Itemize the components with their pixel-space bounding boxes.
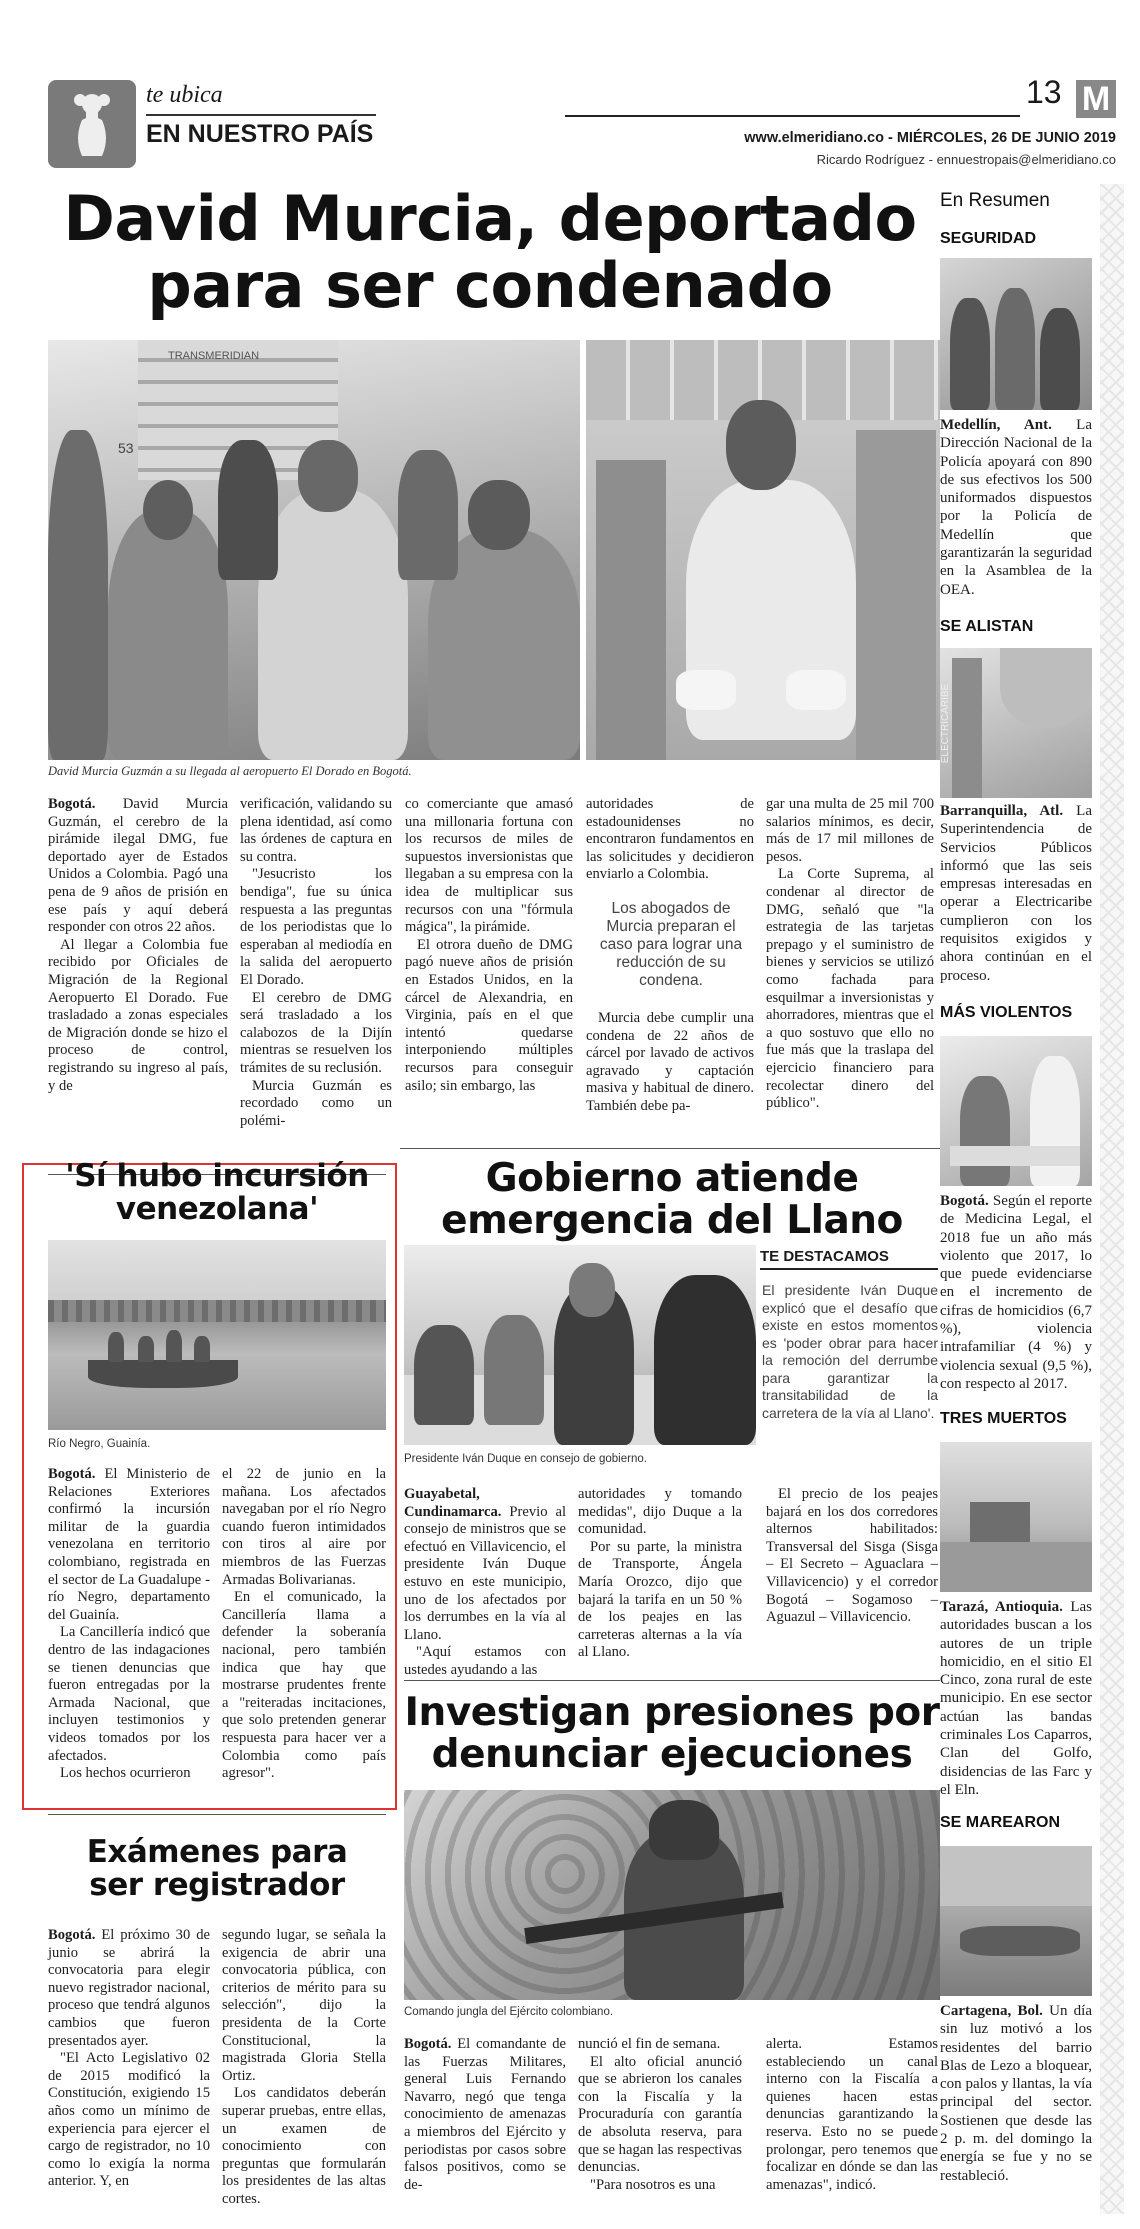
page-number: 13: [1026, 74, 1062, 110]
logo: M: [1076, 80, 1116, 118]
sidebar-head-seguridad: SEGURIDAD: [940, 230, 1037, 247]
incursion-col-2: el 22 de junio en la mañana. Los afectados navegaban por el río Negro cuando fueron intimidados con tiros al aire por miembros de las Fuerzas Armadas Bolivarianas. En el comunicado, la Cancillería llama a defender la soberanía nacional, pero también indica que hay que mostrarse prudentes frente a "reiteradas incitaciones, que solo pretenden generar respuesta para hacer ver a Colombia como país agresor".: [222, 1466, 386, 1782]
gobierno-col-1: Guayabetal, Cundinamarca. Previo al consejo de ministros que se efectuó en Villavicencio, el presidente Iván Duque estuvo en este municipio, uno de los afectados por los derrumbes en la vía al Llano. "Aquí estamos con ustedes ayudando a las: [404, 1486, 566, 1678]
examenes-headline-line-1: Exámenes para: [86, 1834, 348, 1870]
incursion-photo-caption: Río Negro, Guainía.: [48, 1438, 151, 1450]
sidebar-photo-se-alistan: [940, 648, 1092, 798]
highlight-rule: [760, 1268, 938, 1270]
sidebar-head-mas-violentos: MÁS VIOLENTOS: [940, 1004, 1073, 1021]
highlight-text: El presidente Iván Duque explicó que el desafío que existe en estos momentos es 'poder obrar para hacer la remoción del derrumbe para garantizar la transitabilidad de la carretera de la vía al Llano'.: [762, 1282, 938, 1421]
examenes-col-2: segundo lugar, se señala la exigencia de abrir una convocatoria pública, con criterios de mérito para su selección", dijo la presidenta de la Corte Constitucional, la magistrada Gloria Stella Ortiz. Los candidatos deberán superar pruebas, entre ellas, un examen de conocimiento con preguntas que formularán los presidentes de las altas cortes.: [222, 1927, 386, 2207]
sidebar-photo-tres-muertos: [940, 1442, 1092, 1592]
vase-logo-icon: [48, 80, 136, 168]
sidebar-text-se-marearon: Cartagena, Bol. Un día sin luz motivó a los residentes del barrio Blas de Lezo a bloquear, con palos y llantas, la vía principal del sector. Sostienen que desde las 2 p. m. del domingo la energía se fue y no se restableció.: [940, 2003, 1092, 2184]
incursion-bottom-rule: [48, 1814, 386, 1815]
gobierno-photo-caption: Presidente Iván Duque en consejo de gobierno.: [404, 1453, 647, 1465]
investigan-col-3: alerta. Estamos estableciendo un canal interno con la Fiscalía a quienes hacen estas denuncias garantizando la reserva. Esto no se puede prolongar, pero tenemos que focalizar en dónde se dan las amenazas", indicó.: [766, 2036, 938, 2193]
sidebar-title: En Resumen: [940, 190, 1050, 211]
dateline: www.elmeridiano.co - MIÉRCOLES, 26 DE JUNIO 2019: [744, 130, 1116, 146]
investigan-col-1: Bogotá. El comandante de las Fuerzas Militares, general Luis Fernando Navarro, negó que tenga conocimiento de amenazas a miembros del Ejército y periodistas por casos sobre falsos positivos, como se de-: [404, 2036, 566, 2193]
main-col-2: verificación, validando su plena identidad, así como las órdenes de captura en su contra. "Jesucristo los bendiga", fue su única respuesta a las preguntas de los periodistas que lo esperaban al mediodía en la salida del aeropuerto El Dorado. El cerebro de DMG será trasladado a los calabozos de la Dijín mientras se resuelven los trámites de su reclusión. Murcia Guzmán es recordado como un polémi-: [240, 796, 392, 1129]
main-col-3: co comerciante que amasó una millonaria fortuna con los recursos de miles de supuestos inversionistas que llegaban a su empresa con la idea de multiplicar sus recursos con una "fórmula mágica", la pirámide. El otrora dueño de DMG pagó nueve años de prisión en Estados Unidos, en la cárcel de Alexandria, en Virginia, país en el que intentó quedarse interponiendo múltiples recursos para conseguir asilo; sin embargo, las: [405, 796, 573, 1094]
investigan-headline-line-1: Investigan presiones por: [404, 1690, 940, 1735]
investigan-photo-caption: Comando jungla del Ejército colombiano.: [404, 2006, 614, 2018]
sidebar-photo-seguridad: [940, 258, 1092, 410]
pullquote: Los abogados de Murcia preparan el caso para lograr una reducción de su condena.: [599, 900, 743, 989]
sidebar-photo-se-marearon: [940, 1846, 1092, 1996]
sidebar-head-se-alistan: SE ALISTAN: [940, 618, 1034, 635]
section-title: EN NUESTRO PAÍS: [146, 120, 374, 148]
main-col-5: gar una multa de 25 mil 700 salarios mínimos, es decir, más de 17 mil millones de pesos. La Corte Suprema, al condenar al director de DMG, señaló que "la estrategia de las tarjetas prepago y el suministro de bienes y servicios se utilizó como fachada para esquilmar a inversionistas y ahorradores, mientras que el a quo sostuvo que ello no fue más que la traslapa del ejercicio financiero para recolectar dinero del público".: [766, 796, 934, 1112]
main-photo-bus: [586, 340, 940, 760]
main-headline-line-1: David Murcia, deportado: [63, 182, 917, 255]
plane-sign: TRANSMERIDIAN: [168, 350, 260, 362]
investigan-col-2: nunció el fin de semana. El alto oficial anunció que se abrieron los canales con la Fiscalía y la Procuraduría con garantía de absoluta reserva, para que se hagan las respectivas denuncias. "Para nosotros es una: [578, 2036, 742, 2193]
sidebar-text-seguridad: Medellín, Ant. La Dirección Nacional de la Policía apoyará con 890 de sus efectivos los 500 uniformados dispuestos por la Policía de Medellín que garantizarán la seguridad en la Asamblea de la OEA.: [940, 417, 1092, 598]
sidebar-text-se-alistan: Barranquilla, Atl. La Superintendencia de Servicios Públicos informó que las seis empresas interesadas en operar a Electricaribe cumplieron con los requisitos exigidos y ahora continúan en el proceso.: [940, 803, 1092, 984]
incursion-headline-line-2: venezolana': [115, 1191, 319, 1228]
gobierno-headline: [404, 1158, 940, 1242]
main-bottom-rule: [400, 1148, 940, 1149]
sidebar-text-tres-muertos: Tarazá, Antioquia. Las autoridades buscan a los autores de un triple homicidio, en el sitio El Cinco, zona rural de este municipio. En ese sector actúan las bandas criminales Los Caparros, Clan del Golfo, disidencias de las Farc y el Eln.: [940, 1599, 1092, 1798]
incursion-photo-river: [48, 1240, 386, 1430]
sidebar-text-mas-violentos: Bogotá. Según el reporte de Medicina Legal, el 2018 fue un año más violento que 2017, lo que puede evidenciarse en el incremento de cifras de homicidios (6,7 %), violencia intrafamiliar (4 %) y violencia sexual (9,5 %), con respecto al 2017.: [940, 1193, 1092, 1392]
gobierno-headline-line-2: emergencia del Llano: [441, 1198, 903, 1244]
gobierno-photo-meeting: [404, 1245, 756, 1445]
main-col-4b: Murcia debe cumplir una condena de 22 años de cárcel por lavado de activos agravado y captación masiva y habitual de dinero. También debe pa-: [586, 1010, 754, 1114]
examenes-col-1: Bogotá. El próximo 30 de junio se abrirá la convocatoria para elegir nuevo registrador nacional, proceso que tendrá algunos cambios que fueron presentados ayer. "El Acto Legislativo 02 de 2015 modificó la Constitución, exigiendo 15 años como un mínimo de experiencia para ejercer el cargo de registrador, no 10 como lo exigía la norma anterior. Y, en: [48, 1927, 210, 2190]
incursion-col-1: Bogotá. El Ministerio de Relaciones Exteriores confirmó la incursión militar de la guardia venezolana en territorio colombiano, registrada en el sector de La Guadalupe - río Negro, departamento del Guainía. La Cancillería indicó que dentro de las indagaciones se tienen denuncias que fueron entregadas por la Armada Nacional, que incluyen testimonios y videos tomados por los afectados. Los hechos ocurrieron: [48, 1466, 210, 1782]
investigan-photo-soldier: [404, 1790, 940, 2000]
gobierno-bottom-rule: [404, 1680, 940, 1681]
gobierno-col-3: El precio de los peajes bajará en los dos corredores alternos habilitados: Transversal del Sisga (Sisga – El Secreto – Aguaclara – Villavicencio) y el corredor Bogotá – Sogamoso – Aguazul – Villavicencio.: [766, 1486, 938, 1626]
examenes-headline-line-2: ser registrador: [89, 1867, 345, 1904]
gobierno-headline-line-1: Gobierno atiende: [485, 1156, 859, 1201]
section-badge: [48, 80, 136, 168]
section-subtitle: te ubica: [146, 82, 223, 108]
main-photo-caption: David Murcia Guzmán a su llegada al aeropuerto El Dorado en Bogotá.: [48, 764, 412, 778]
main-col-1: Bogotá. David Murcia Guzmán, el cerebro de la pirámide ilegal DMG, fue deportado ayer de Estados Unidos a Colombia. Pagó una pena de 9 años de prisión en ese país y aquí deberá responder con otros 22 años. Al llegar a Colombia fue recibido por Oficiales de Migración de la Regional Aeropuerto El Dorado. Fue trasladado a zonas especiales de Migración donde se hizo el proceso de control, registrando su ingreso al país, y de: [48, 796, 228, 1094]
section-divider: [146, 114, 376, 116]
author-line: Ricardo Rodríguez - ennuestropais@elmeridiano.co: [816, 152, 1116, 167]
incursion-headline-text: [48, 1160, 386, 1227]
sidebar-head-se-marearon: SE MAREARON: [940, 1814, 1061, 1831]
main-photo-airport: [48, 340, 580, 760]
sidebar-photo-mas-violentos: [940, 1036, 1092, 1186]
electricaribe-sign: ELECTRICARIBE: [940, 683, 952, 764]
sidebar-head-tres-muertos: TRES MUERTOS: [940, 1410, 1067, 1427]
highlight-title: TE DESTACAMOS: [760, 1248, 889, 1265]
main-headline-line-2: para ser condenado: [147, 248, 833, 322]
header-rule: [565, 115, 1020, 117]
investigan-headline: [404, 1692, 940, 1776]
examenes-headline: [48, 1836, 386, 1903]
investigan-headline-line-2: denunciar ejecuciones: [431, 1732, 913, 1778]
main-col-4: autoridades de estadounidenses no encontraron fundamentos en las solicitudes y decidieron enviarlo a Colombia.: [586, 796, 754, 883]
plane-number: 53: [118, 440, 134, 456]
gobierno-col-2: autoridades y tomando medidas", dijo Duque a la comunidad. Por su parte, la ministra de Transporte, Ángela María Orozco, dijo que bajará la tarifa en un 50 % de los peajes en las carreteras alternas a la vía al Llano.: [578, 1486, 742, 1661]
main-headline: [40, 182, 940, 322]
incursion-headline-line-1: 'Sí hubo incursión: [65, 1158, 369, 1194]
